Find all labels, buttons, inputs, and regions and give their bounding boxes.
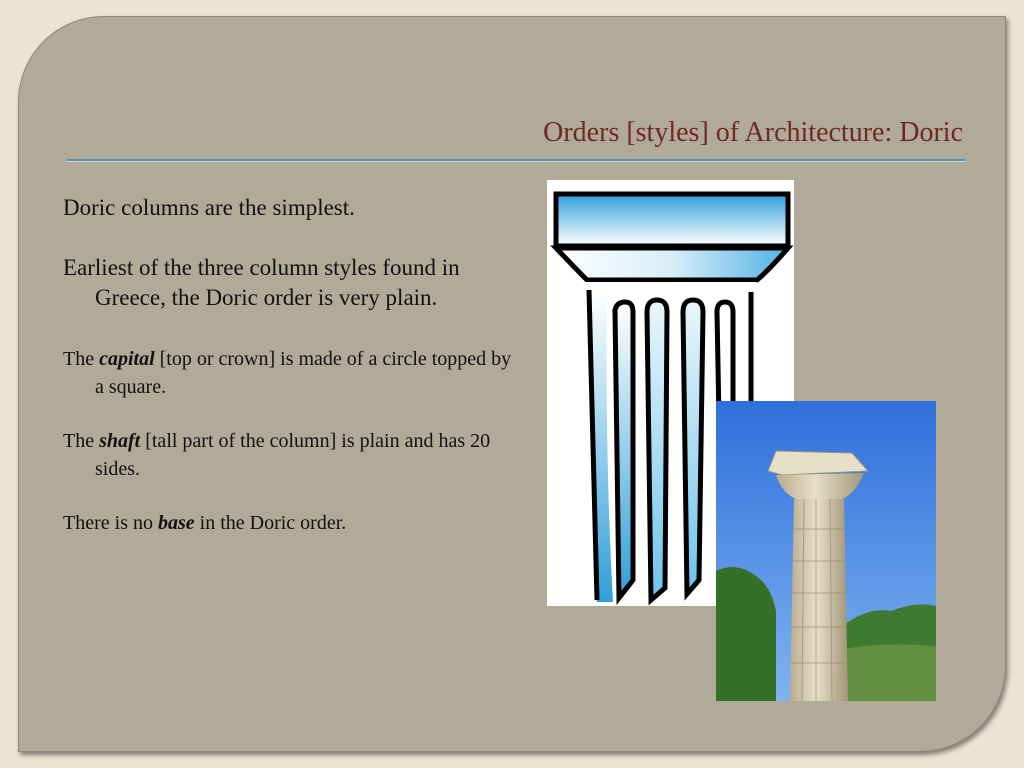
paragraph-earliest bbox=[63, 253, 523, 313]
keyword-base: base bbox=[157, 512, 195, 534]
title-divider bbox=[67, 159, 965, 161]
paragraph-base bbox=[63, 509, 523, 537]
slide-panel bbox=[18, 16, 1006, 752]
slide-body-text bbox=[63, 193, 523, 537]
abacus-block bbox=[556, 194, 788, 246]
paragraph-text: Doric columns are the simplest. bbox=[63, 195, 355, 220]
keyword-shaft: shaft bbox=[99, 430, 141, 452]
paragraph-shaft bbox=[63, 427, 523, 483]
paragraph-capital bbox=[63, 345, 523, 401]
paragraph-text: The bbox=[63, 348, 100, 370]
paragraph-text: in the Doric order. bbox=[194, 512, 347, 534]
column-abacus bbox=[768, 451, 868, 475]
paragraph-text: [tall part of the column] is plain and has 20 sides. bbox=[95, 430, 491, 480]
echinus-band bbox=[556, 248, 788, 280]
keyword-capital: capital bbox=[99, 348, 155, 370]
paragraph-simplest bbox=[63, 193, 523, 223]
photo-scene bbox=[716, 401, 936, 701]
paragraph-text: The bbox=[63, 430, 100, 452]
doric-column-photo bbox=[716, 401, 936, 701]
paragraph-text: [top or crown] is made of a circle topped by a square. bbox=[95, 348, 512, 398]
paragraph-text: There is no bbox=[63, 512, 158, 534]
slide-title: Orders [styles] of Architecture: Doric bbox=[543, 117, 963, 148]
paragraph-text: Earliest of the three column styles found in Greece, the Doric order is very plain. bbox=[63, 255, 460, 310]
